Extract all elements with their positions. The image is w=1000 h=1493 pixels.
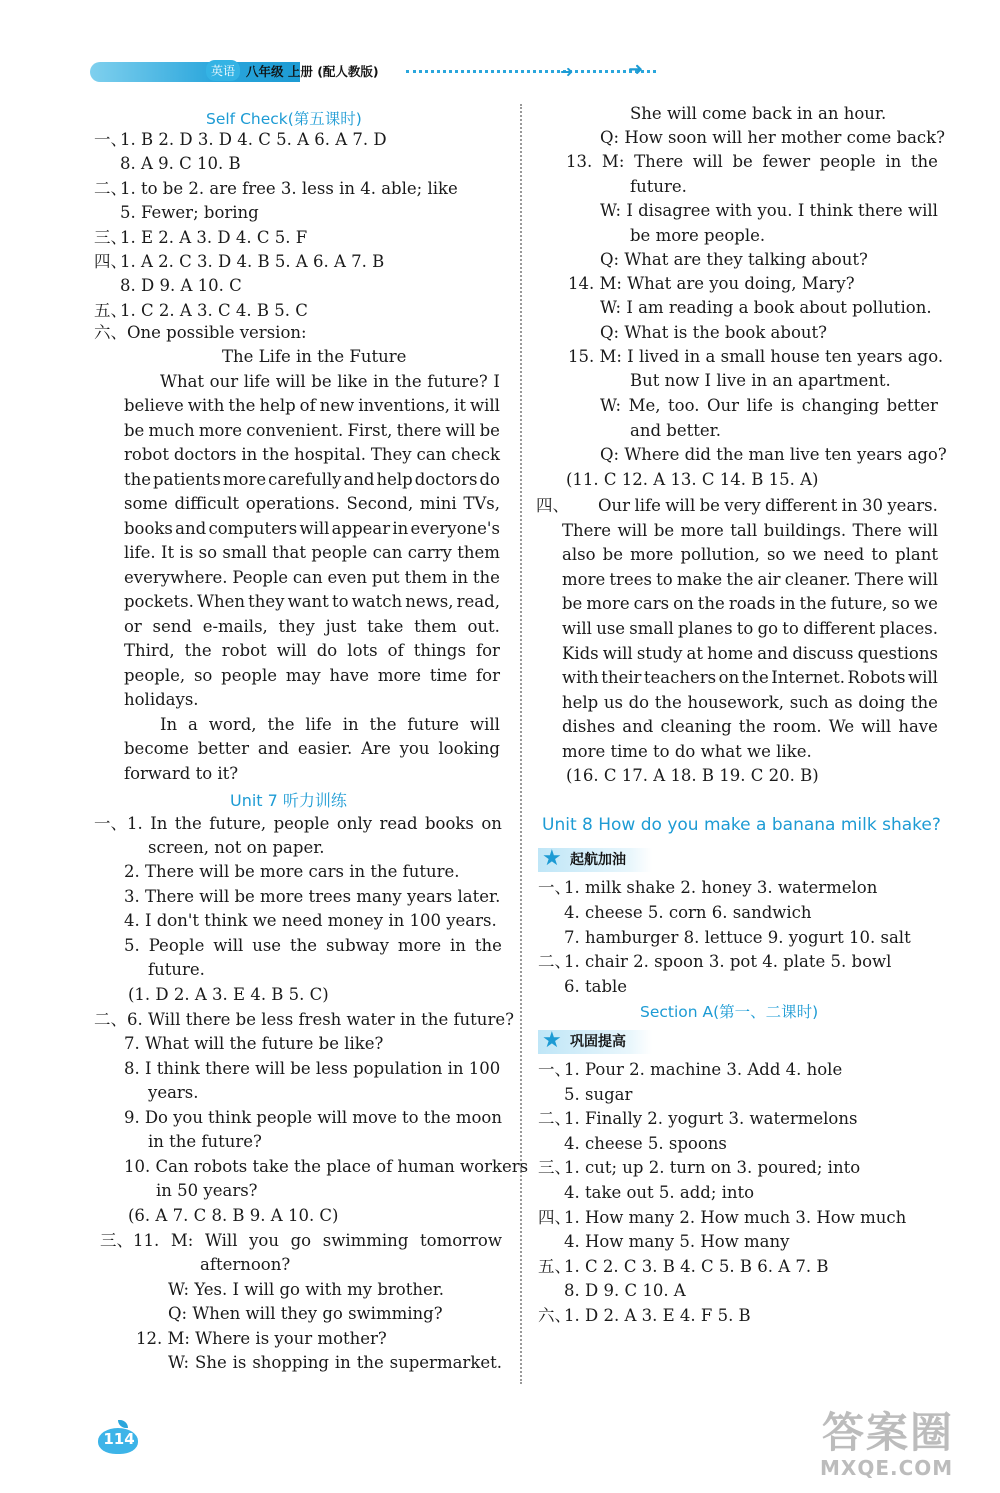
answer-row: 1. to be 2. are free 3. less in 4. able; like [120,178,458,198]
writing-line: also be more pollution, so we need to plant [562,545,938,565]
listening-line: and better. [630,421,721,440]
section-number: 一、 [538,1060,571,1079]
watermark-url: MXQE.COM [820,1456,954,1480]
listening-line: 7. What will the future be like? [124,1034,384,1053]
essay-line: believe with the help of new inventions, it will [124,396,500,415]
essay-line: forward to it? [124,764,239,783]
essay-line: life. It is so small that people can carry them [124,543,500,562]
badge-warmup [538,848,652,872]
essay-line: become better and easier. Are you looking [124,739,500,758]
unit8-title: Unit 8 How do you make a banana milk shake? [542,815,941,835]
section-number: 二、 [538,1109,571,1129]
essay-line: everywhere. People can even put them in the [124,568,500,587]
answer-row: 1. chair 2. spoon 3. pot 4. plate 5. bowl [564,952,892,972]
listening-line: Q: When will they go swimming? [168,1304,443,1323]
essay-line: holidays. [124,690,199,709]
section-number: 二、 [94,178,127,198]
essay-line: What our life will be like in the future? I [160,372,500,391]
answer-row: 1. How many 2. How much 3. How much [564,1207,907,1227]
listening-line: W: Me, too. Our life is changing better [600,396,938,415]
section-a-title: Section A(第一、二课时) [640,1003,819,1021]
writing-line: dishes and cleaning the room. We will have [562,717,938,737]
watermark-logo [818,1400,988,1488]
answer-row: 5. sugar [564,1084,633,1104]
essay-line: be much more convenient. First, there will be [124,421,500,440]
page-number-badge [96,1420,142,1454]
writing-line: more trees to make the air cleaner. There will [562,569,938,589]
answer-row: 8. D 9. A 10. C [120,276,242,296]
listening-line: She will come back in an hour. [630,104,887,123]
answer-row: 4. How many 5. How many [564,1232,790,1252]
writing-line: There will be more tall buildings. There will [562,520,938,540]
column-divider [520,104,522,1384]
section-number: 三、 [538,1158,571,1178]
listening-line: W: Yes. I will go with my brother. [168,1280,445,1299]
listening-line: Q: What is the book about? [600,323,827,342]
listening-line: 3. There will be more trees many years later. [124,887,501,906]
section-number: 二、 [538,952,571,972]
listening-line: 2. There will be more cars in the future. [124,862,460,881]
answer-row: 1. cut; up 2. turn on 3. poured; into [564,1158,861,1178]
answer-row: 8. A 9. C 10. B [120,154,241,174]
answer-row: 1. C 2. A 3. C 4. B 5. C [120,300,308,320]
answer-row: 1. E 2. A 3. D 4. C 5. F [120,227,308,247]
writing-line: will use small planes to go to different places. [562,619,938,638]
listening-line: (1. D 2. A 3. E 4. B 5. C) [128,985,329,1004]
watermark-text: 答案圈 [822,1408,955,1457]
listening-line: 9. Do you think people will move to the moon [124,1108,502,1127]
header-dotted-line [406,70,656,73]
listening-line: 一、1. In the future, people only read books on [94,814,502,833]
answer-row: 1. Pour 2. machine 3. Add 4. hole [564,1060,843,1079]
answer-row: 5. Fewer; boring [120,203,259,223]
section-number: 四、 [94,252,127,271]
writing-line: more time to do what we like. [562,742,812,761]
answer-row: 7. hamburger 8. lettuce 9. yogurt 10. salt [564,927,911,947]
section-number: 五、 [538,1256,571,1276]
listening-line: 12. M: Where is your mother? [136,1329,387,1348]
listening-line: in 50 years? [156,1181,258,1200]
listening-line: Q: What are they talking about? [600,250,868,269]
listening-line: in the future? [148,1132,262,1151]
essay-line: people, so people may have more time for [124,666,500,685]
listening-line: W: I am reading a book about pollution. [600,298,932,317]
unit7-title: Unit 7 听力训练 [230,791,347,810]
listening-line: 13. M: There will be fewer people in the [566,152,938,171]
section-number: 四、 [538,1207,571,1227]
essay-line: In a word, the life in the future will [160,715,500,734]
listening-line: 二、6. Will there be less fresh water in the future? [94,1010,514,1029]
arrow-right-icon: ➜ [628,59,644,80]
answer-row: 1. C 2. C 3. B 4. C 5. B 6. A 7. B [564,1256,829,1276]
writing-answers: (16. C 17. A 18. B 19. C 20. B) [566,766,819,785]
answer-row: 8. D 9. C 10. A [564,1281,686,1301]
book-title: 八年级 上册 (配人教版) [246,64,379,79]
listening-line: future. [148,960,205,979]
section-number: 一、 [94,130,127,149]
essay-line: some difficult operations. Second, mini TVs, [124,494,500,513]
essay-line: robot doctors in the hospital. They can check [124,445,500,464]
listening-line: future. [630,177,687,196]
listening-line: 15. M: I lived in a small house ten years ago. [568,347,944,366]
listening-line: W: She is shopping in the supermarket. [168,1353,502,1372]
essay-line: Third, the robot will do lots of things for [124,641,500,660]
writing-line: be more cars on the roads in the future, so we [562,594,938,614]
badge-consolidate-label: 巩固提高 [570,1034,626,1050]
writing-line: with their teachers on the Internet. Robots will [562,668,938,688]
listening-line: be more people. [630,226,766,245]
answer-row: 1. Finally 2. yogurt 3. watermelons [564,1109,858,1129]
arrow-right-icon: ➜ [560,62,574,81]
essay-line: or send e-mails, they just take them out. [124,617,500,636]
writing-line: help us do the housework, such as doing the [562,692,938,712]
page-number: 114 [103,1430,135,1448]
answer-row: 4. cheese 5. corn 6. sandwich [564,902,812,922]
writing-label: 四、 [536,496,569,515]
leaf-icon [118,1420,128,1428]
section-number: 五、 [94,300,127,320]
self-check-title: Self Check(第五课时) [206,110,362,128]
essay-line: pockets. When they want to watch news, read, [124,592,500,611]
writing-line: Kids will study at home and discuss questions [562,643,938,663]
section-number: 一、 [538,878,571,897]
listening-line: years. [148,1083,199,1102]
listening-line: Q: Where did the man live ten years ago? [600,445,947,464]
answer-row: 1. B 2. D 3. D 4. C 5. A 6. A 7. D [120,130,387,149]
answer-row: 1. A 2. C 3. D 4. B 5. A 6. A 7. B [120,252,385,271]
listening-line: 三、11. M: Will you go swimming tomorrow [100,1231,502,1250]
essay-label: 六、One possible version: [94,323,307,342]
listening-line: Q: How soon will her mother come back? [600,128,946,147]
listening-line: afternoon? [200,1255,291,1274]
answer-row: 1. D 2. A 3. E 4. F 5. B [564,1306,751,1325]
listening-line: (6. A 7. C 8. B 9. A 10. C) [128,1206,339,1225]
listening-line: screen, not on paper. [148,838,325,857]
star-icon: ★ [542,846,562,871]
badge-consolidate [538,1030,652,1054]
section-number: 六、 [538,1306,571,1325]
listening-line: 4. I don't think we need money in 100 years. [124,911,497,930]
page-header [90,56,650,90]
listening-line: 8. I think there will be less population in 100 [124,1059,501,1078]
writing-line: Our life will be very different in 30 years. [598,496,938,515]
answer-row: 4. cheese 5. spoons [564,1133,727,1153]
listening-line: 10. Can robots take the place of human workers [124,1157,529,1176]
listening-line: But now I live in an apartment. [630,371,891,390]
listening-line: W: I disagree with you. I think there will [600,201,938,220]
badge-warmup-label: 起航加油 [570,852,626,868]
essay-line: the patients more carefully and help doctors do [124,470,500,489]
essay-title: The Life in the Future [222,347,407,366]
subject-badge: 英语 [206,60,240,81]
listening-line: (11. C 12. A 13. C 14. B 15. A) [566,470,819,489]
essay-line: books and computers will appear in everyone's [124,519,500,538]
answer-row: 6. table [564,977,628,997]
listening-line: 5. People will use the subway more in the [124,936,502,955]
star-icon: ★ [542,1028,562,1053]
section-number: 三、 [94,227,127,247]
answer-row: 4. take out 5. add; into [564,1183,755,1202]
answer-row: 1. milk shake 2. honey 3. watermelon [564,878,878,897]
listening-line: 14. M: What are you doing, Mary? [568,274,855,293]
